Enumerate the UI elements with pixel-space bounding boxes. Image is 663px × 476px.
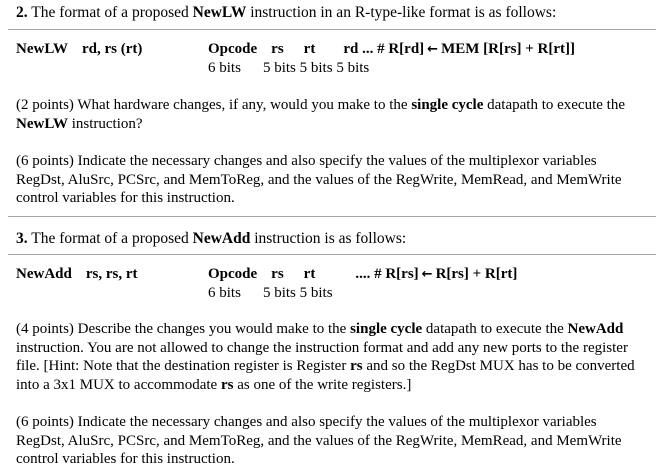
q2-field-opcode: Opcode bbox=[208, 41, 258, 57]
q2-top-divider bbox=[8, 29, 656, 30]
q3-part-a-mid3: and so the RegDst MUX has to be converted into a 3x1 MUX to accommodate bbox=[16, 358, 635, 393]
q3-asm-syntax bbox=[16, 265, 138, 284]
q2-asm-name: NewLW bbox=[16, 41, 68, 57]
q3-part-a-mid: datapath to execute the bbox=[422, 321, 568, 337]
q3-part-a-emph2: NewAdd bbox=[567, 321, 624, 337]
q3-part-b: (6 points) Indicate the necessary changes and also specify the values of the multiplexor variables RegDst, AluSrc, PCSrc, and MemToReg, and the values of the RegWrite, MemRead, and MemWrite control variables for this instruction. bbox=[16, 414, 622, 467]
q2-field-rt: rt bbox=[303, 41, 316, 57]
q3-opcode-bits: 6 bits bbox=[208, 285, 241, 301]
q3-rs-bits: 5 bits bbox=[262, 285, 296, 301]
q3-number: 3. bbox=[16, 230, 28, 247]
q3-fields-line bbox=[208, 265, 517, 284]
q2-field-dots: ... bbox=[362, 41, 374, 57]
q2-rt-bits: 5 bits bbox=[299, 60, 333, 76]
left-arrow-icon: ← bbox=[427, 42, 439, 57]
q3-heading-divider bbox=[8, 254, 656, 255]
q3-semantics-lhs: # R[rs] bbox=[374, 266, 419, 282]
q2-rs-bits: 5 bits bbox=[262, 60, 296, 76]
q2-bits-line bbox=[208, 59, 369, 78]
q2-fields-line bbox=[208, 40, 575, 59]
q3-rt-bits: 5 bits bbox=[299, 285, 333, 301]
q2-field-rs: rs bbox=[271, 41, 284, 57]
q3-bits-line bbox=[208, 284, 333, 303]
q3-intro-post: instruction is as follows: bbox=[250, 230, 407, 247]
q3-field-dots: .... bbox=[355, 266, 371, 282]
q2-part-a-emph2: NewLW bbox=[16, 115, 68, 132]
q3-part-a-suffix: as one of the write registers.] bbox=[233, 376, 412, 393]
q2-semantics-rhs: MEM [R[rs] + R[rt]] bbox=[441, 41, 575, 57]
q2-field-rd: rd bbox=[343, 41, 359, 57]
q2-part-a-mid: datapath to execute the bbox=[483, 97, 625, 113]
q3-intro-pre: The format of a proposed bbox=[31, 230, 193, 247]
q3-instr-name: NewAdd bbox=[192, 230, 251, 247]
q3-asm-name: NewAdd bbox=[16, 266, 72, 282]
q2-part-a-emph: single cycle bbox=[411, 97, 484, 113]
q3-part-a-emph4: rs bbox=[220, 376, 234, 393]
q2-asm-args: rd, rs (rt) bbox=[81, 41, 143, 57]
q3-semantics-rhs: R[rs] + R[rt] bbox=[435, 266, 518, 282]
q2-part-a-suffix: instruction? bbox=[67, 115, 143, 132]
q2-part-b: (6 points) Indicate the necessary changes and also specify the values of the multiplexor variables RegDst, AluSrc, PCSrc, and MemToReg, and the values of the RegWrite, MemRead, and MemWrite control variables for this instruction. bbox=[16, 153, 622, 206]
q2-rd-bits: 5 bits bbox=[336, 60, 370, 76]
left-arrow-icon: ← bbox=[421, 267, 433, 282]
q3-field-rs: rs bbox=[271, 266, 284, 282]
q2-asm-syntax bbox=[16, 40, 142, 59]
q2-number: 2. bbox=[16, 4, 28, 21]
q3-part-a-prefix: (4 points) Describe the changes you would make to the bbox=[16, 321, 351, 337]
q3-asm-args: rs, rs, rt bbox=[85, 266, 138, 282]
q3-heading bbox=[16, 229, 406, 248]
q2-intro-post: instruction in an R-type-like format is as follows: bbox=[246, 4, 557, 21]
q3-part-a-emph: single cycle bbox=[350, 321, 423, 337]
q2-opcode-bits: 6 bits bbox=[208, 60, 241, 76]
q2-part-a-prefix: (2 points) What hardware changes, if any, would you make to the bbox=[16, 97, 412, 113]
q2-semantics-lhs: # R[rd] bbox=[377, 41, 425, 57]
q2-intro-pre: The format of a proposed bbox=[31, 4, 193, 21]
q3-part-a-emph3: rs bbox=[350, 358, 363, 374]
q3-field-rt: rt bbox=[303, 266, 316, 282]
q3-top-divider bbox=[8, 216, 656, 217]
q3-part-a-mid2: instruction. You are not allowed to change the instruction format and add any new ports to the register file. [Hint: Note that the destination register is Register bbox=[16, 339, 628, 374]
q3-field-opcode: Opcode bbox=[208, 266, 258, 282]
q2-instr-name: NewLW bbox=[192, 4, 247, 21]
q2-part-a bbox=[16, 96, 646, 133]
q2-heading bbox=[16, 3, 556, 22]
q3-part-a bbox=[16, 320, 646, 394]
